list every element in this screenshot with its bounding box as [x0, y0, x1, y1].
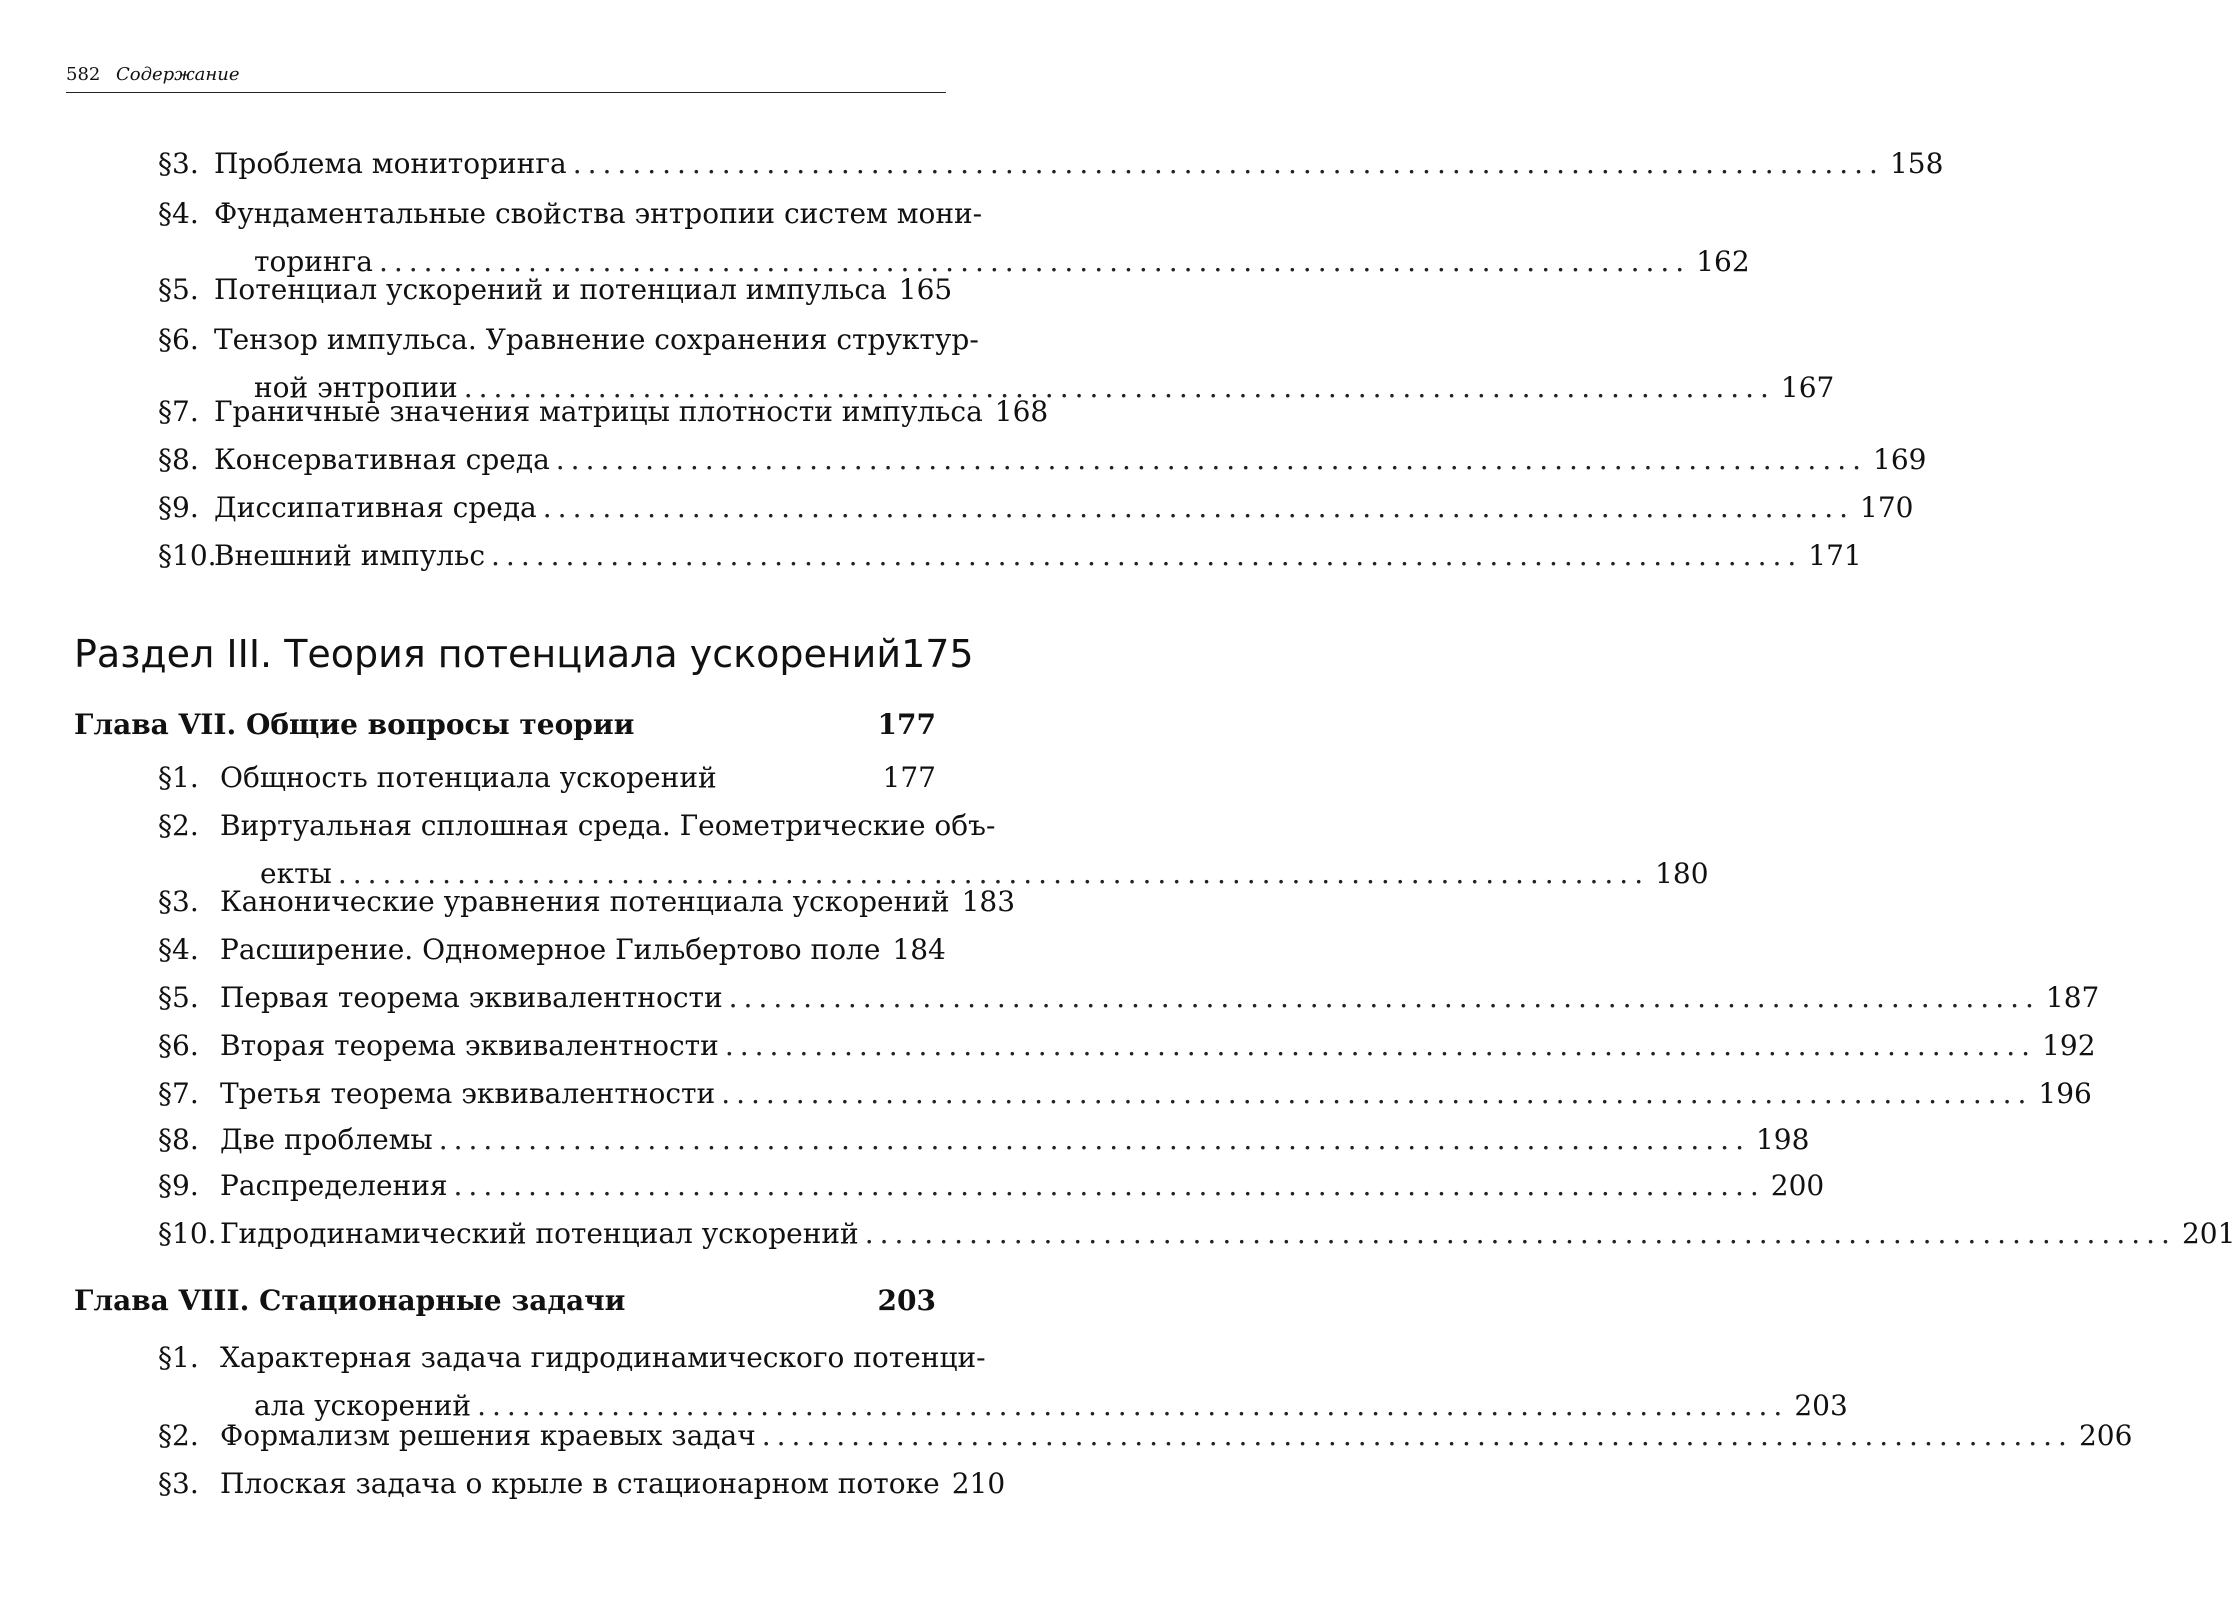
section-title: Формализм решения краевых задач	[220, 1419, 756, 1452]
section-page: 169	[1873, 443, 1927, 476]
section-number: §9.	[158, 491, 199, 524]
toc-entry-top-8[interactable]	[158, 436, 1927, 484]
toc-entry-ch7-7[interactable]	[158, 1070, 2092, 1118]
section-page: 165	[898, 273, 953, 306]
section-title: Граничные значения матрицы плотности импульса	[214, 395, 983, 428]
leader-dots: ........................................................................................	[477, 1389, 1789, 1422]
leader-dots: ........................................................................................	[453, 1169, 1765, 1202]
section-number: §6.	[158, 323, 199, 356]
section-page: 198	[1755, 1123, 1810, 1156]
toc-entry-ch7-9[interactable]	[158, 1162, 1825, 1210]
section-number: §1.	[158, 761, 199, 794]
section-page: 183	[961, 885, 1016, 918]
toc-entry-top-9[interactable]	[158, 484, 1914, 532]
section-title: Расширение. Одномерное Гильбертово поле	[220, 933, 881, 966]
section-title: Плоская задача о крыле в стационарном потоке	[220, 1467, 940, 1500]
section-page: 210	[951, 1467, 1006, 1500]
section-page: 177	[882, 761, 936, 794]
section-title: Тензор импульса. Уравнение сохранения структур-	[214, 323, 979, 356]
section-page: 203	[1794, 1389, 1848, 1422]
leader-dots: ........................................................................................	[721, 1077, 2033, 1110]
section-title: Канонические уравнения потенциала ускорений	[220, 885, 950, 918]
section-page: 187	[2045, 981, 2100, 1014]
toc-entry-top-5[interactable]	[158, 266, 953, 314]
section-number: §4.	[158, 197, 199, 230]
section-title-cont: торинга	[254, 245, 373, 278]
section-title: Внешний импульс	[214, 539, 486, 572]
section-title: Вторая теорема эквивалентности	[220, 1029, 719, 1062]
chapter-page: 177	[877, 708, 936, 741]
leader-dots: ........................................................................................	[728, 981, 2040, 1014]
section-number: §7.	[158, 1077, 199, 1110]
chapter-title: Глава VIII. Стационарные задачи	[74, 1284, 626, 1317]
toc-entry-ch7-5[interactable]	[158, 974, 2100, 1022]
toc-entry-top-7[interactable]	[158, 388, 1049, 436]
toc-entry-ch7-6[interactable]	[158, 1022, 2096, 1070]
section-page: 206	[2078, 1419, 2133, 1452]
leader-dots: ........................................................................................	[724, 1029, 2037, 1062]
chapter-title: Глава VII. Общие вопросы теории	[74, 708, 635, 741]
toc-entry-ch7-3[interactable]	[158, 878, 1016, 926]
section-number: §6.	[158, 1029, 199, 1062]
section-number: §3.	[158, 885, 199, 918]
leader-dots: ........................................................................................	[378, 245, 1691, 278]
leader-dots: ........................................................................................	[337, 857, 1650, 890]
section-title: Гидродинамический потенциал ускорений	[220, 1217, 859, 1250]
leader-dots: ........................................................................................	[864, 1217, 2176, 1250]
leader-dots: ........................................................................................	[491, 539, 1803, 572]
section-number: §2.	[158, 1419, 199, 1452]
section-page: 168	[994, 395, 1049, 428]
section-title: Общность потенциала ускорений	[220, 761, 717, 794]
toc-entry-top-10[interactable]	[158, 532, 1862, 580]
section-page: 167	[1780, 371, 1835, 404]
leader-dots: ........................................................................................	[542, 491, 1854, 524]
section-title: Третья теорема эквивалентности	[220, 1077, 716, 1110]
toc-entry-top-3[interactable]	[158, 140, 1944, 188]
toc-entry-ch7-8[interactable]	[158, 1116, 1810, 1164]
section-title: Две проблемы	[220, 1123, 433, 1156]
leader-dots: ........................................................................................	[572, 147, 1884, 180]
section-number: §4.	[158, 933, 199, 966]
section-number: §3.	[158, 1467, 199, 1500]
toc-entry-ch8-3[interactable]	[158, 1460, 1006, 1508]
toc-entry-ch7-1[interactable]	[158, 754, 936, 802]
chapter-heading-8[interactable]	[74, 1284, 936, 1332]
leader-dots: ........................................................................................	[438, 1123, 1750, 1156]
part-page: 175	[901, 632, 974, 676]
section-number: §3.	[158, 147, 199, 180]
section-number: §5.	[158, 273, 199, 306]
section-number: §8.	[158, 443, 199, 476]
toc-entry-ch7-10[interactable]	[158, 1210, 2235, 1258]
section-page: 184	[892, 933, 946, 966]
section-title: Виртуальная сплошная среда. Геометрические объ-	[220, 809, 996, 842]
section-page: 162	[1696, 245, 1750, 278]
section-number: §7.	[158, 395, 199, 428]
leader-dots: ........................................................................................	[761, 1419, 2073, 1452]
section-title: Диссипативная среда	[214, 491, 537, 524]
part-title: Раздел III. Теория потенциала ускорений	[74, 632, 902, 676]
section-page: 201	[2181, 1217, 2235, 1250]
section-title: Проблема мониторинга	[214, 147, 567, 180]
section-title: Распределения	[220, 1169, 448, 1202]
section-page: 192	[2042, 1029, 2096, 1062]
chapter-heading-7[interactable]	[74, 708, 936, 756]
section-title: Первая теорема эквивалентности	[220, 981, 723, 1014]
section-page: 200	[1770, 1169, 1825, 1202]
section-title-cont: екты	[260, 857, 332, 890]
section-title: Характерная задача гидродинамического потенци-	[220, 1341, 986, 1374]
section-title: Фундаментальные свойства энтропии систем мони-	[214, 197, 983, 230]
section-title-cont: ной энтропии	[254, 371, 458, 404]
section-number: §9.	[158, 1169, 199, 1202]
section-page: 196	[2038, 1077, 2092, 1110]
running-header	[66, 64, 946, 93]
section-number: §10.	[158, 1217, 217, 1250]
section-number: §1.	[158, 1341, 199, 1374]
header-page-number: 582	[66, 64, 101, 85]
toc-entry-ch8-2[interactable]	[158, 1412, 2133, 1460]
chapter-page: 203	[877, 1284, 936, 1317]
section-title: Консервативная среда	[214, 443, 550, 476]
section-page: 170	[1860, 491, 1914, 524]
section-number: §5.	[158, 981, 199, 1014]
leader-dots: ........................................................................................	[463, 371, 1775, 404]
toc-entry-ch7-4[interactable]	[158, 926, 946, 974]
part-heading[interactable]	[74, 632, 974, 696]
section-number: §8.	[158, 1123, 199, 1156]
section-title-cont: ала ускорений	[254, 1389, 472, 1422]
section-page: 158	[1889, 147, 1944, 180]
section-title: Потенциал ускорений и потенциал импульса	[214, 273, 887, 306]
section-number: §10.	[158, 539, 217, 572]
section-page: 180	[1655, 857, 1709, 890]
leader-dots: ........................................................................................	[555, 443, 1868, 476]
section-number: §2.	[158, 809, 199, 842]
section-page: 171	[1808, 539, 1862, 572]
header-title: Содержание	[116, 64, 240, 85]
